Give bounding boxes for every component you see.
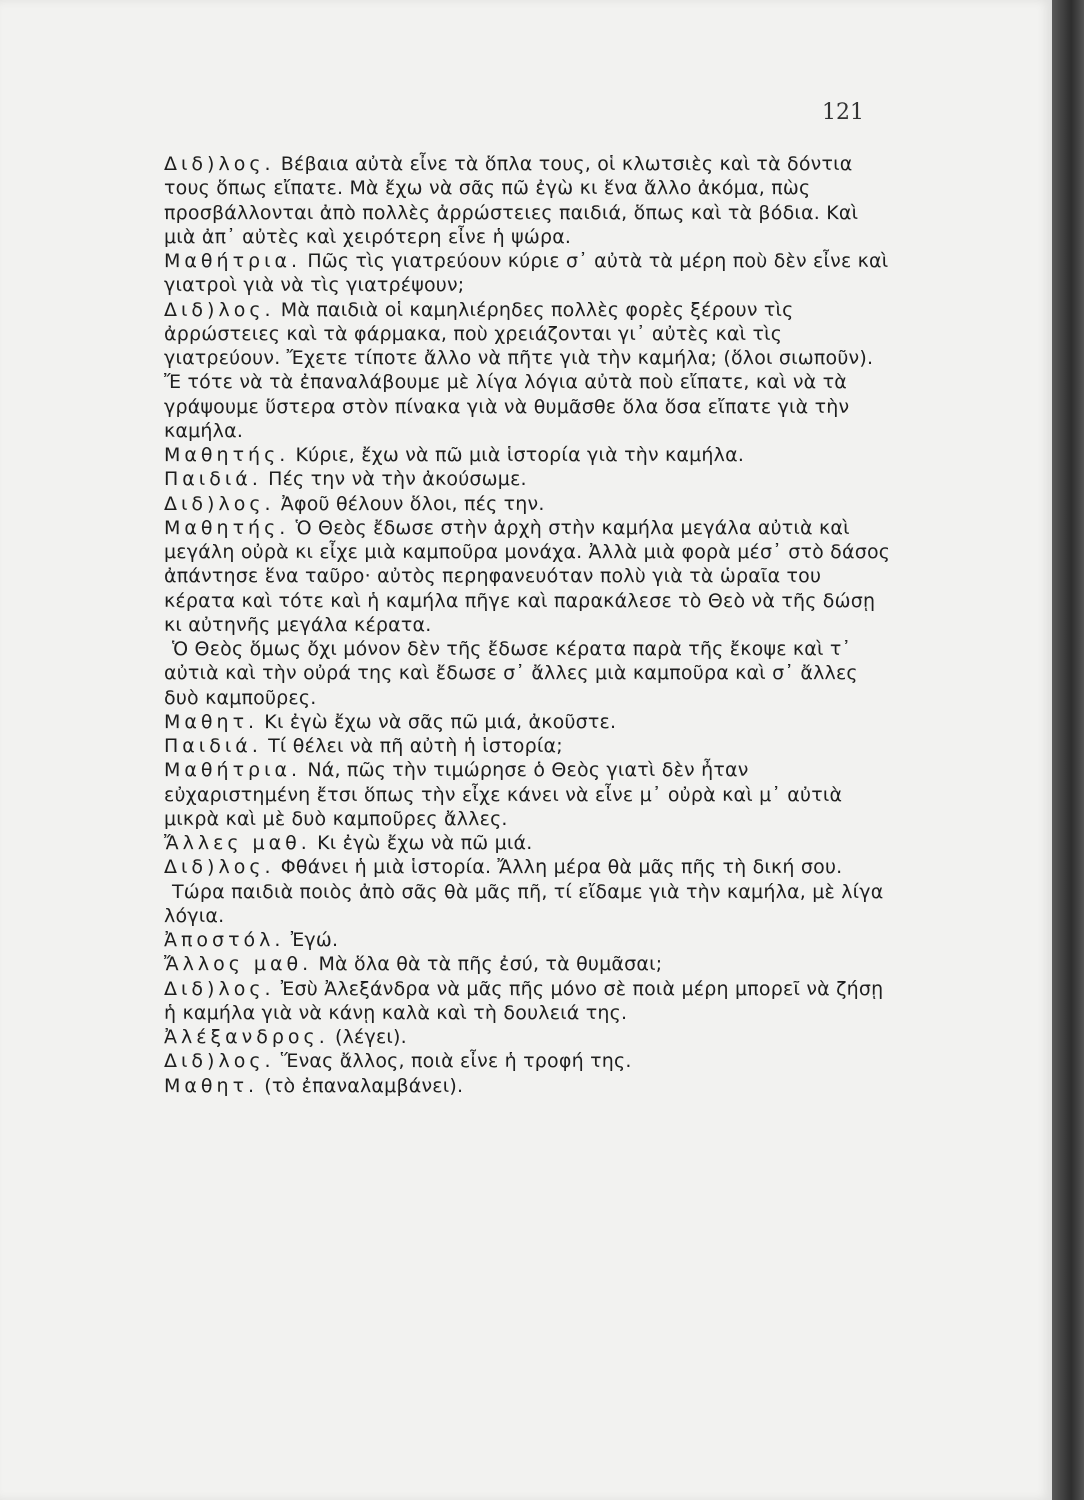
dialogue-text <box>164 152 892 1098</box>
speaker-label: Μαθητής. <box>164 444 290 466</box>
speaker-label: Διδ)λος. <box>164 153 275 175</box>
paragraph-text: Ἀφοῦ θέλουν ὅλοι, πές την. <box>274 492 545 515</box>
paragraph-text: Κι ἐγὼ ἔχω νὰ σᾶς πῶ μιά, ἀκοῦστε. <box>258 710 617 733</box>
paragraph-text: Ὁ Θεὸς ἔδωσε στὴν ἀρχὴ στὴν καμήλα μεγάλα αὐτιὰ καὶ μεγάλη οὐρὰ κι εἶχε μιὰ καμποῦρα μονάχα. Ἀλλὰ μιὰ φορὰ μέσ᾽ στὸ δάσος ἀπάντησε ἕνα ταῦρο· αὐτὸς περηφανευόταν πολὺ γιὰ τὰ ὡραῖα του κέρατα καὶ τότε καὶ ἡ καμήλα πῆγε καὶ παρακάλεσε τὸ Θεὸ νὰ τῆς δώσῃ κι αὐτηνῆς μεγάλα κέρατα. <box>164 516 891 636</box>
paragraph-text: Τί θέλει νὰ πῆ αὐτὴ ἡ ἱστορία; <box>261 735 563 757</box>
paragraph <box>164 758 892 831</box>
speaker-label: Μαθητ. <box>164 710 259 733</box>
paragraph <box>164 928 892 952</box>
paragraph <box>164 855 892 879</box>
speaker-label: Μαθήτρια. <box>164 759 302 782</box>
speaker-label: Ἄλλες μαθ. <box>164 832 311 854</box>
paragraph <box>164 1049 892 1073</box>
page-number: 121 <box>822 100 864 125</box>
paragraph-text: Κύριε, ἔχω νὰ πῶ μιὰ ἱστορία γιὰ τὴν καμήλα. <box>289 444 745 466</box>
speaker-label: Διδ)λος. <box>164 977 275 1000</box>
paragraph <box>164 637 892 710</box>
paragraph <box>164 443 892 467</box>
paragraph-text: Ἕνας ἄλλος, ποιὰ εἶνε ἡ τροφή της. <box>274 1050 632 1073</box>
paragraph <box>164 952 892 976</box>
paragraph-text: Ἐγώ. <box>284 929 339 951</box>
paragraph <box>164 1025 892 1049</box>
paragraph <box>164 249 892 298</box>
paragraph-text: Ὁ Θεὸς ὅμως ὄχι μόνον δὲν τῆς ἔδωσε κέρατα παρὰ τῆς ἔκοψε καὶ τ᾽ αὐτιὰ καὶ τὴν οὐρά της καὶ ἔδωσε σ᾽ ἄλλες μιὰ καμποῦρα καὶ σ᾽ ἄλλες δυὸ καμποῦρες. <box>164 638 858 709</box>
speaker-label: Διδ)λος. <box>164 492 275 515</box>
paragraph <box>164 298 892 444</box>
page-edge-shadow <box>1052 0 1084 1500</box>
speaker-label: Μαθητής. <box>164 516 290 539</box>
speaker-label: Παιδιά. <box>164 735 262 757</box>
paragraph-text: Πῶς τὶς γιατρεύουν κύριε σ᾽ αὐτὰ τὰ μέρη ποὺ δὲν εἶνε καὶ γιατροὶ γιὰ νὰ τὶς γιατρέψουν; <box>164 250 889 297</box>
speaker-label: Μαθητ. <box>164 1074 259 1097</box>
speaker-label: Ἄλλος μαθ. <box>164 953 313 976</box>
paragraph <box>164 880 892 929</box>
paragraph-text: Πές την νὰ τὴν ἀκούσωμε. <box>261 468 527 491</box>
paragraph <box>164 1074 892 1098</box>
speaker-label: Ἀποστόλ. <box>164 929 285 951</box>
paragraph-text: Βέβαια αὐτὰ εἶνε τὰ ὅπλα τους, οἱ κλωτσιὲς καὶ τὰ δόντια τους ὅπως εἴπατε. Μὰ ἔχω νὰ σᾶς πῶ ἐγὼ κι ἕνα ἄλλο ἀκόμα, πὼς προσβάλλονται ἀπὸ πολλὲς ἀρρώστειες παιδιά, ὅπως καὶ τὰ βόδια. Καὶ μιὰ ἀπ᾽ αὐτὲς καὶ χειρότερη εἶνε ἡ ψώρα. <box>164 153 859 248</box>
paragraph-text: (τὸ ἐπαναλαμβάνει). <box>258 1074 464 1097</box>
speaker-label: Παιδιά. <box>164 468 262 491</box>
speaker-label: Μαθήτρια. <box>164 250 302 272</box>
paragraph <box>164 152 892 249</box>
paragraph-text: Μὰ ὅλα θὰ τὰ πῆς ἐσύ, τὰ θυμᾶσαι; <box>312 953 663 976</box>
paragraph-text: Φθάνει ἡ μιὰ ἱστορία. Ἄλλη μέρα θὰ μᾶς πῆς τὴ δική σου. <box>274 856 843 879</box>
paragraph <box>164 831 892 855</box>
paragraph-text: Ἐσὺ Ἀλεξάνδρα νὰ μᾶς πῆς μόνο σὲ ποιὰ μέρη μπορεῖ νὰ ζήσῃ ἡ καμήλα γιὰ νὰ κάνῃ καλὰ καὶ τὴ δουλειά της. <box>164 977 884 1024</box>
paragraph <box>164 516 892 637</box>
paragraph-text: Μὰ παιδιὰ οἱ καμηλιέρηδες πολλὲς φορὲς ξέρουν τὶς ἀρρώστειες καὶ τὰ φάρμακα, ποὺ χρειάζονται γι᾽ αὐτὲς καὶ τὶς γιατρεύουν. Ἔχετε τίποτε ἄλλο νὰ πῆτε γιὰ τὴν καμήλα; (ὅλοι σιωποῦν). Ἔ τότε νὰ τὰ ἐπαναλάβουμε μὲ λίγα λόγια αὐτὰ ποὺ εἴπατε, καὶ νὰ τὰ γράψουμε ὕστερα στὸν πίνακα γιὰ νὰ θυμᾶσθε ὅλα ὅσα εἴπατε γιὰ τὴν καμήλα. <box>164 298 874 442</box>
paragraph-text: Κι ἐγὼ ἔχω νὰ πῶ μιά. <box>310 832 533 854</box>
paragraph <box>164 710 892 734</box>
paragraph <box>164 734 892 758</box>
paragraph-text: Νά, πῶς τὴν τιμώρησε ὁ Θεὸς γιατὶ δὲν ἦταν εὐχαριστημένη ἔτσι ὅπως τὴν εἶχε κάνει νὰ εἶνε μ᾽ οὐρὰ καὶ μ᾽ αὐτιὰ μικρὰ καὶ μὲ δυὸ καμποῦρες ἄλλες. <box>164 759 843 830</box>
paragraph <box>164 467 892 491</box>
speaker-label: Ἀλέξανδρος. <box>164 1026 329 1048</box>
paragraph <box>164 977 892 1026</box>
speaker-label: Διδ)λος. <box>164 856 275 879</box>
speaker-label: Διδ)λος. <box>164 1050 275 1073</box>
paragraph <box>164 492 892 516</box>
paragraph-text: (λέγει). <box>328 1026 407 1048</box>
speaker-label: Διδ)λος. <box>164 298 275 321</box>
paragraph-text: Τώρα παιδιὰ ποιὸς ἀπὸ σᾶς θὰ μᾶς πῆ, τί εἴδαμε γιὰ τὴν καμήλα, μὲ λίγα λόγια. <box>164 880 884 927</box>
